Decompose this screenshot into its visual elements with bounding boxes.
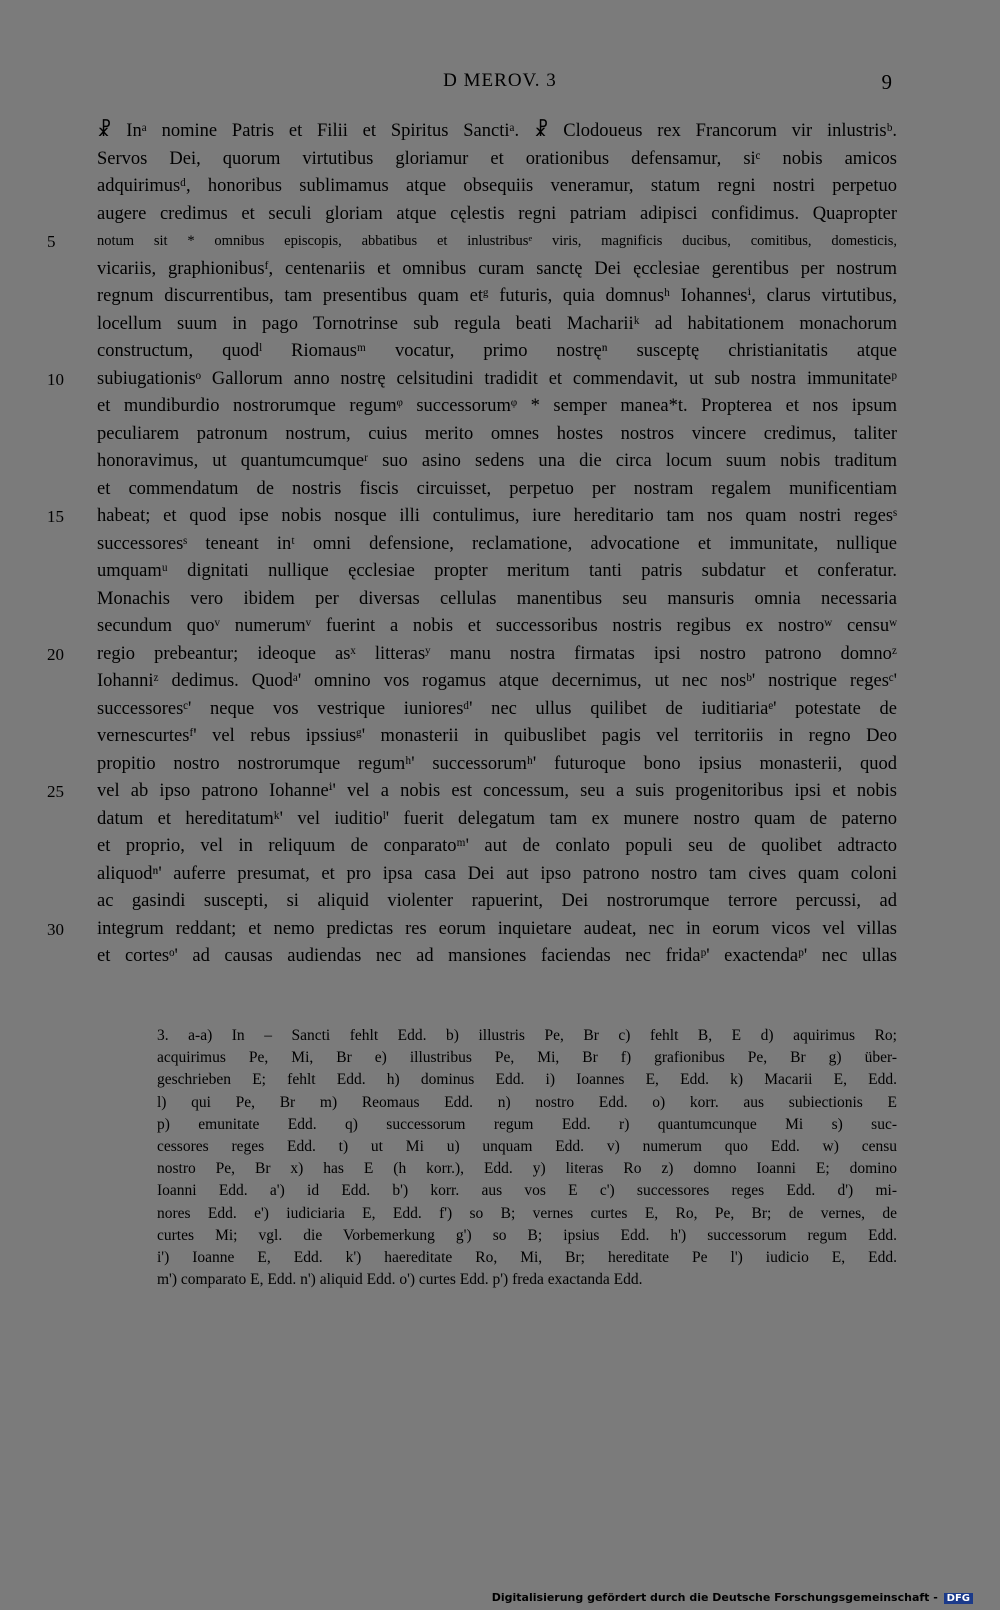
line-text: Monachis vero ibidem per diversas cellulas manentibus seu mansuris omnia necessaria — [97, 588, 897, 609]
line-text: adquirimusᵈ, honoribus sublimamus atque obsequiis veneramur, statum regni nostri perpetuo — [97, 176, 897, 196]
footer — [492, 1591, 973, 1604]
text-line — [97, 311, 897, 339]
line-text: vel ab ipso patrono Iohanneⁱ' vel a nobis est concessum, seu a suis progenitoribus ipsi et nobis — [97, 781, 897, 801]
line-text: ☧ Inᵃ nomine Patris et Filii et Spiritus Sanctiᵃ. ☧ Clodoueus rex Francorum vir inlustrisᵇ. — [97, 121, 897, 141]
line-text: augere credimus et seculi gloriam atque cęlestis regni patriam adipisci confidimus. Quapropter — [97, 203, 897, 224]
line-text: habeat; et quod ipse nobis nosque illi contulimus, iure hereditario tam nos quam nostri regesˢ — [97, 506, 897, 526]
line-text: constructum, quodˡ Riomausᵐ vocatur, primo nostręⁿ susceptę christianitatis atque — [97, 341, 897, 361]
text-line — [97, 421, 897, 449]
footnote-line: i') Ioanne E, Edd. k') haereditate Ro, Mi, Br; hereditate Pe l') iudicio E, Edd. — [157, 1248, 897, 1266]
line-number: 25 — [47, 782, 64, 801]
line-text: et cortesᵒ' ad causas audiendas nec ad mansiones faciendas nec fridaᵖ' exactendaᵖ' nec ullas — [97, 946, 897, 966]
text-line — [47, 503, 897, 531]
line-text: regio prebeantur; ideoque asˣ litterasʸ manu nostra firmatas ipsi nostro patrono domnoᶻ — [97, 643, 897, 664]
line-text: subiugationisᵒ Gallorum anno nostrę celsitudini tradidit et commendavit, ut sub nostra immunitateᵖ — [97, 368, 897, 389]
footnote-line: nores Edd. e') iudiciaria E, Edd. f') so B; vernes curtes E, Ro, Pe, Br; de vernes, de — [157, 1204, 897, 1222]
running-head: D MEROV. 3 — [443, 70, 557, 91]
text-line — [97, 283, 897, 311]
line-text: integrum reddant; et nemo predictas res eorum inquietare audeat, nec in eorum vicos vel villas — [97, 918, 897, 939]
text-line — [97, 806, 897, 834]
page-number: 9 — [881, 70, 892, 94]
line-text: datum et hereditatumᵏ' vel iuditioˡ' fuerit delegatum tam ex munere nostro quam de paterno — [97, 808, 897, 829]
line-number: 15 — [47, 507, 64, 526]
footnote-line: Ioanni Edd. a') id Edd. b') korr. aus vos E c') successores reges Edd. d') mi- — [157, 1182, 897, 1200]
line-text: notum sit * omnibus episcopis, abbatibus et inlustribusᵉ viris, magnificis ducibus, comitibus, domesticis, — [97, 233, 897, 249]
line-text: Iohanniᶻ dedimus. Quodᵃ' omnino vos rogamus atque decernimus, ut nec nosᵇ' nostrique regesᶜ' — [97, 671, 897, 691]
line-text: propitio nostro nostrorumque regumʰ' successorumʰ' futuroque bono ipsius monasterii, quod — [97, 753, 897, 774]
footer-text: Digitalisierung gefördert durch die Deutsche Forschungsgemeinschaft - — [491, 1591, 938, 1604]
text-line — [47, 916, 897, 944]
line-text: aliquodⁿ' auferre presumat, et pro ipsa casa Dei aut ipso patrono nostro tam cives quam coloni — [97, 863, 897, 884]
main-text — [47, 118, 897, 971]
footnote-line: nostro Pe, Br x) has E (h korr.), Edd. y) literas Ro z) domno Ioanni E; domino — [157, 1160, 897, 1178]
footnote-line: geschrieben E; fehlt Edd. h) dominus Edd. i) Ioannes E, Edd. k) Macarii E, Edd. — [157, 1071, 897, 1089]
line-text: ac gasindi suscepti, si aliquid violenter rapuerint, Dei nostrorumque terrore percussi, ad — [97, 891, 897, 911]
line-text: secundum quoᵛ numerumᵛ fuerint a nobis et successoribus nostris regibus ex nostroʷ censuʷ — [97, 616, 897, 636]
text-line — [97, 723, 897, 751]
text-line — [97, 696, 897, 724]
text-line — [97, 586, 897, 614]
text-line — [97, 943, 897, 971]
text-line — [97, 201, 897, 229]
text-line — [97, 861, 897, 889]
line-text: Servos Dei, quorum virtutibus gloriamur et orationibus defensamur, siᶜ nobis amicos — [97, 148, 897, 169]
footnote-line: l) qui Pe, Br m) Reomaus Edd. n) nostro Edd. o) korr. aus subiectionis E — [157, 1093, 897, 1111]
line-text: et mundiburdio nostrorumque regumᵠ successorumᵠ * semper manea*t. Propterea et nos ipsum — [97, 396, 897, 416]
line-number: 5 — [47, 232, 56, 251]
footnotes — [157, 1025, 897, 1291]
text-line — [97, 393, 897, 421]
text-line — [97, 118, 897, 146]
footnote-line: p) emunitate Edd. q) successorum regum Edd. r) quantumcunque Mi s) suc- — [157, 1115, 897, 1133]
text-line — [97, 751, 897, 779]
line-text: umquamᵘ dignitati nullique ęcclesiae propter meritum tanti patris subdatur et conferatur. — [97, 561, 897, 581]
footnote-line: curtes Mi; vgl. die Vorbemerkung g') so B; ipsius Edd. h') successorum regum Edd. — [157, 1226, 897, 1244]
line-text: successoresˢ teneant inᵗ omni defensione, reclamatione, advocatione et immunitate, nullique — [97, 533, 897, 554]
line-number: 20 — [47, 644, 64, 664]
text-line — [97, 448, 897, 476]
footnote-line: cessores reges Edd. t) ut Mi u) unquam Edd. v) numerum quo Edd. w) censu — [157, 1137, 897, 1155]
text-line — [97, 531, 897, 559]
line-text: peculiarem patronum nostrum, cuius merito omnes hostes nostros vincere credimus, taliter — [97, 423, 897, 444]
line-text: successoresᶜ' neque vos vestrique iunioresᵈ' nec ullus quilibet de iuditiariaᵉ' potestate de — [97, 698, 897, 719]
text-line — [97, 256, 897, 284]
text-line — [47, 778, 897, 806]
text-line — [97, 146, 897, 174]
dfg-logo: DFG — [944, 1593, 973, 1604]
line-text: regnum discurrentibus, tam presentibus quam etᵍ futuris, quia domnusʰ Iohannesⁱ, clarus virtutibus, — [97, 286, 897, 306]
page-header — [0, 70, 1000, 98]
line-text: honoravimus, ut quantumcumqueʳ suo asino sedens una die circa locum suum nobis traditum — [97, 451, 897, 471]
line-text: et commendatum de nostris fiscis circuisset, perpetuo per nostram regalem munificentiam — [97, 478, 897, 499]
text-line — [97, 476, 897, 504]
line-text: vicariis, graphionibusᶠ, centenariis et omnibus curam sanctę Dei ęcclesiae gerentibus per nostrum — [97, 258, 897, 279]
text-line — [97, 338, 897, 366]
text-line — [97, 613, 897, 641]
footnote-line: 3. a-a) In – Sancti fehlt Edd. b) illustris Pe, Br c) fehlt B, E d) aquirimus Ro; — [157, 1027, 897, 1044]
footnote-line: acquirimus Pe, Mi, Br e) illustribus Pe, Mi, Br f) grafionibus Pe, Br g) über- — [157, 1049, 897, 1067]
text-line — [47, 366, 897, 394]
text-line — [97, 888, 897, 916]
text-line — [47, 641, 897, 669]
line-text: locellum suum in pago Tornotrinse sub regula beati Machariiᵏ ad habitationem monachorum — [97, 313, 897, 334]
footnote-line: m') comparato E, Edd. n') aliquid Edd. o') curtes Edd. p') freda exactanda Edd. — [157, 1271, 643, 1289]
text-line — [97, 833, 897, 861]
text-line — [97, 558, 897, 586]
text-line — [97, 173, 897, 201]
line-text: et proprio, vel in reliquum de conparatoᵐ' aut de conlato populi seu de quolibet adtracto — [97, 836, 897, 856]
line-number: 10 — [47, 369, 64, 389]
text-line — [47, 228, 897, 256]
line-text: vernescurtesᶠ' vel rebus ipssiusᵍ' monasterii in quibuslibet pagis vel territoriis in regno Deo — [97, 726, 897, 746]
text-line — [97, 668, 897, 696]
line-number: 30 — [47, 919, 64, 939]
